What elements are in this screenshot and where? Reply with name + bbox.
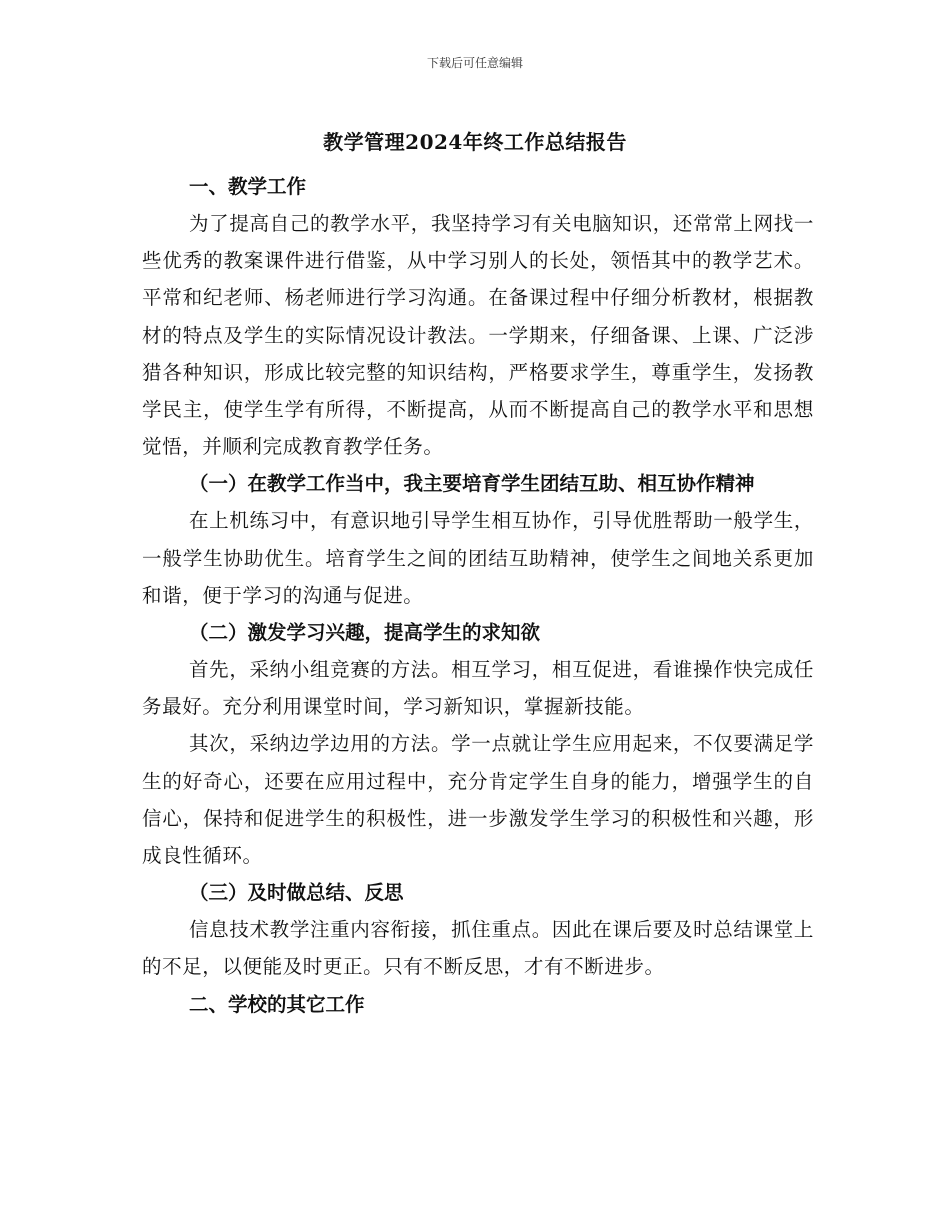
subheading-interest: （二）激发学习兴趣，提高学生的求知欲 (189, 621, 541, 645)
paragraph-teaching-intro: 为了提高自己的教学水平，我坚持学习有关电脑知识，还常常上网找一些优秀的教案课件进行借鉴，从中学习别人的长处，领悟其中的教学艺术。平常和纪老师、杨老师进行学习沟通。在备课过程中仔细分析教材，根据教材的特点及学生的实际情况设计教法。一学期来，仔细备课、上课、广泛涉猎各种知识，形成比较完整的知识结构，严格要求学生，尊重学生，发扬教学民主，使学生学有所得，不断提高，从而不断提高自己的教学水平和思想觉悟，并顺利完成教育教学任务。 (142, 212, 814, 459)
section-heading-other-work: 二、学校的其它工作 (189, 992, 365, 1016)
subheading-reflection: （三）及时做总结、反思 (189, 881, 404, 905)
paragraph-interest-first: 首先，采纳小组竞赛的方法。相互学习，相互促进，看谁操作快完成任务最好。充分利用课堂时间，学习新知识，掌握新技能。 (142, 658, 814, 719)
section-heading-teaching: 一、教学工作 (189, 175, 307, 198)
subheading-cooperation: （一）在教学工作当中，我主要培育学生团结互助、相互协作精神 (189, 472, 755, 496)
paragraph-interest-second: 其次，采纳边学边用的方法。学一点就让学生应用起来，不仅要满足学生的好奇心，还要在应用过程中，充分肯定学生自身的能力，增强学生的自信心，保持和促进学生的积极性，进一步激发学生学习的积极性和兴趣，形成良性循环。 (142, 732, 814, 868)
document-title: 教学管理2024年终工作总结报告 (323, 130, 627, 154)
paragraph-reflection: 信息技术教学注重内容衔接，抓住重点。因此在课后要及时总结课堂上的不足，以便能及时更正。只有不断反思，才有不断进步。 (142, 918, 814, 979)
document-body (142, 168, 814, 1023)
paragraph-cooperation: 在上机练习中，有意识地引导学生相互协作，引导优胜帮助一般学生，一般学生协助优生。培育学生之间的团结互助精神，使学生之间地关系更加和谐，便于学习的沟通与促进。 (142, 509, 814, 607)
page-header-note: 下载后可任意编辑 (426, 56, 523, 70)
